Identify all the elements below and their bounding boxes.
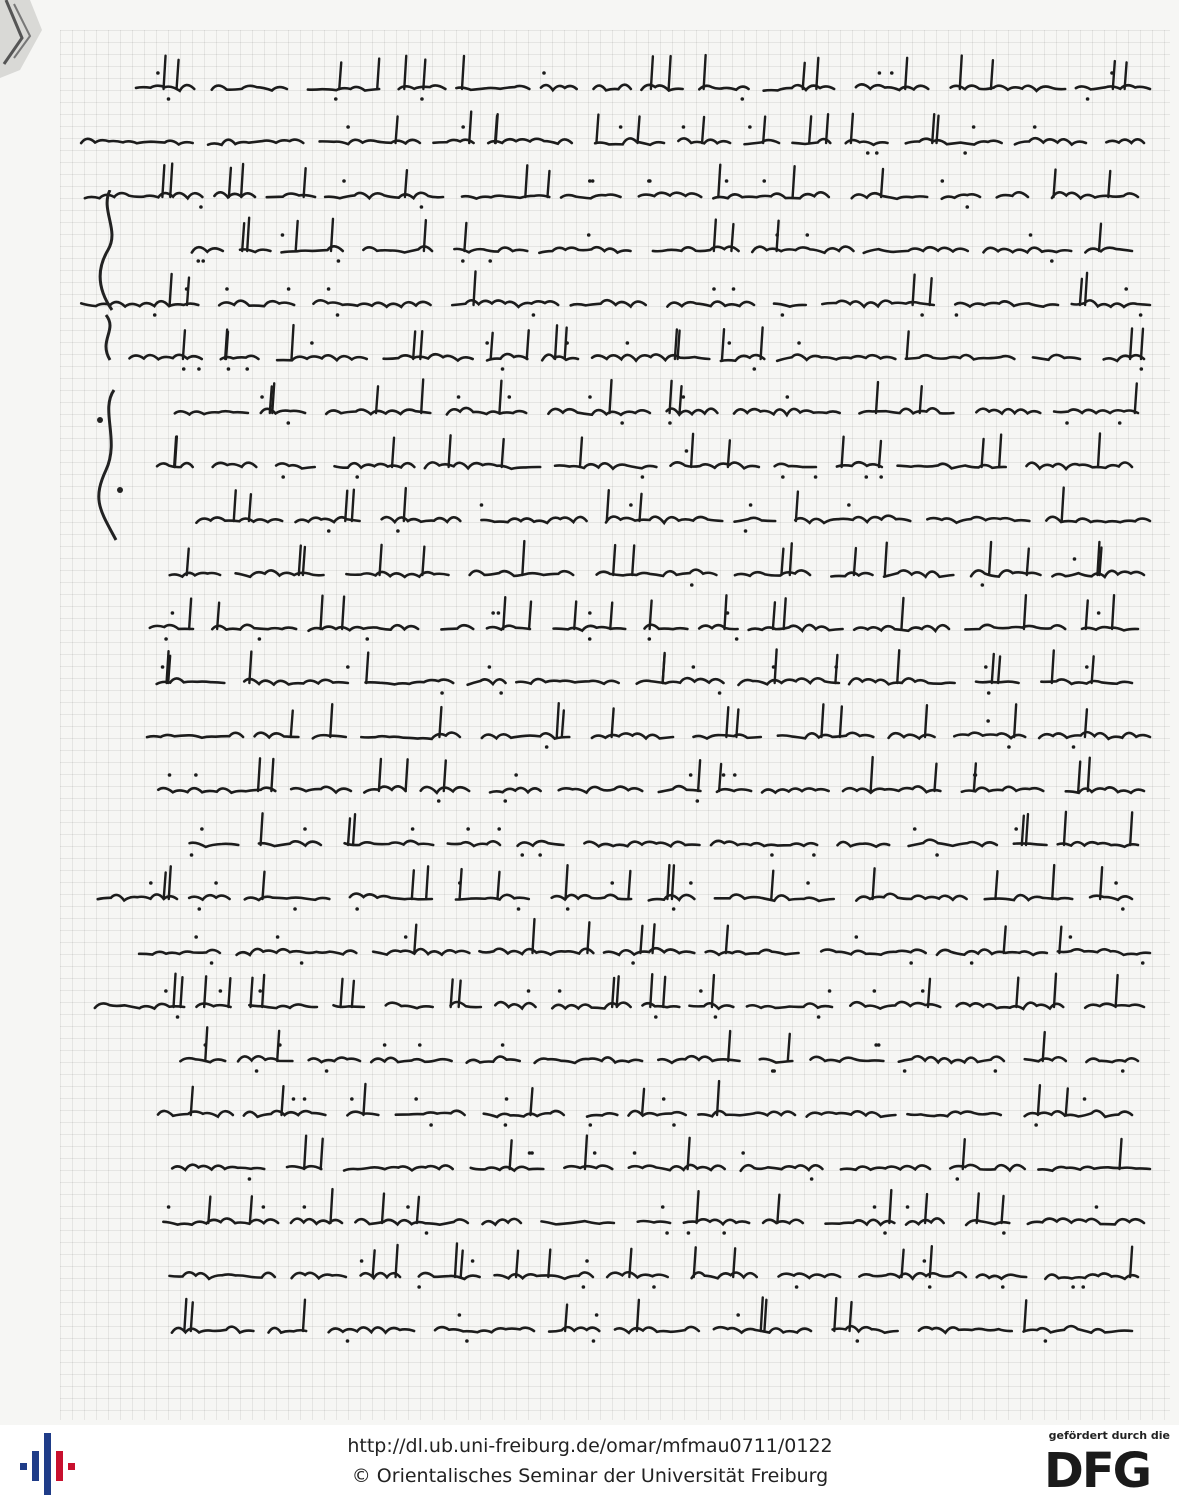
manuscript-line [175, 379, 1138, 424]
manuscript-line [95, 974, 1144, 1019]
manuscript-line [136, 55, 1150, 101]
manuscript-line [98, 865, 1132, 911]
manuscript-line [180, 1027, 1138, 1072]
dfg-sponsor-block [1040, 1429, 1170, 1495]
manuscript-line [172, 1297, 1132, 1342]
manuscript-line [157, 649, 1132, 694]
manuscript-line [158, 757, 1144, 803]
manuscript-line [158, 1081, 1132, 1127]
manuscript-line [81, 112, 1144, 155]
footer-bar [0, 1425, 1179, 1500]
manuscript-line [139, 919, 1150, 965]
svg-text:DFG: DFG [1044, 1445, 1151, 1491]
manuscript-line [157, 433, 1132, 478]
dfg-caption: gefördert durch die [1048, 1429, 1170, 1442]
manuscript-line [129, 325, 1144, 371]
manuscript-line [169, 1244, 1138, 1289]
manuscript-line [81, 272, 1150, 317]
margin-note-handwriting [70, 190, 140, 550]
manuscript-line [85, 164, 1138, 209]
manuscript-line [150, 595, 1138, 641]
ub-freiburg-logo-icon [14, 1429, 78, 1495]
manuscript-line [196, 488, 1150, 533]
source-url-link[interactable]: http://dl.ub.uni-freiburg.de/omar/mfmau0711/0122 [347, 1435, 833, 1457]
manuscript-line [172, 1136, 1150, 1181]
manuscript-line [147, 703, 1150, 749]
manuscript-line [163, 1189, 1144, 1235]
manuscript-line [192, 218, 1132, 263]
manuscript-line [190, 812, 1138, 857]
manuscript-line [170, 541, 1144, 587]
copyright-notice: © Orientalisches Seminar der Universität Freiburg [351, 1465, 829, 1487]
dfg-logo-icon [1044, 1445, 1168, 1491]
